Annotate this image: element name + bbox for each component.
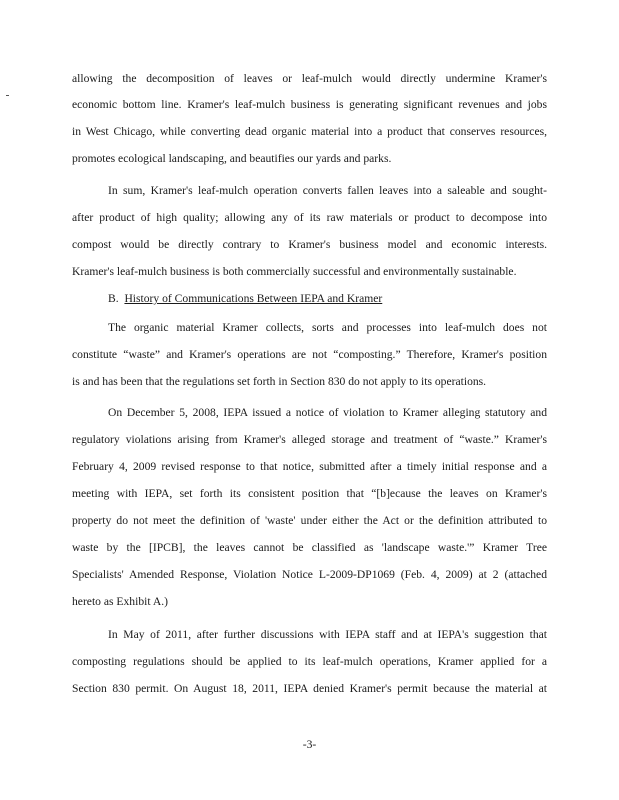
body-line: The organic material Kramer collects, sorts and processes into leaf-mulch does not: [108, 321, 547, 334]
body-line: is and has been that the regulations set forth in Section 830 do not apply to its operations.: [72, 375, 487, 388]
body-line: composting regulations should be applied to its leaf-mulch operations, Kramer applied for a: [72, 655, 547, 668]
body-line: Specialists' Amended Response, Violation Notice L-2009-DP1069 (Feb. 4, 2009) at 2 (attached: [72, 568, 547, 581]
body-line: On December 5, 2008, IEPA issued a notice of violation to Kramer alleging statutory and: [108, 406, 547, 419]
body-line: waste by the [IPCB], the leaves cannot be classified as 'landscape waste.'” Kramer Tree: [72, 541, 547, 554]
body-line: in West Chicago, while converting dead organic material into a product that conserves resources,: [72, 125, 547, 138]
body-line: hereto as Exhibit A.): [72, 595, 168, 608]
body-line: regulatory violations arising from Kramer's alleged storage and treatment of “waste.” Kramer's: [72, 433, 547, 446]
body-line: property do not meet the definition of 'waste' under either the Act or the definition attributed to: [72, 514, 547, 527]
body-line: meeting with IEPA, set forth its consistent position that “[b]ecause the leaves on Kramer's: [72, 487, 547, 500]
body-line: In May of 2011, after further discussions with IEPA staff and at IEPA's suggestion that: [108, 628, 547, 641]
body-line: February 4, 2009 revised response to that notice, submitted after a timely initial response and a: [72, 460, 547, 473]
section-heading-text: History of Communications Between IEPA and Kramer: [124, 292, 383, 305]
body-line: after product of high quality; allowing any of its raw materials or product to decompose into: [72, 211, 547, 224]
body-line: allowing the decomposition of leaves or leaf-mulch would directly undermine Kramer's: [72, 72, 547, 85]
body-line: compost would be directly contrary to Kramer's business model and economic interests.: [72, 238, 547, 251]
page-number: -3-: [302, 738, 317, 751]
body-line: Kramer's leaf-mulch business is both commercially successful and environmentally sustainable.: [72, 265, 517, 278]
body-line: In sum, Kramer's leaf-mulch operation converts fallen leaves into a saleable and sought-: [108, 184, 547, 197]
margin-mark: [6, 95, 9, 96]
body-line: constitute “waste” and Kramer's operations are not “composting.” Therefore, Kramer's position: [72, 348, 547, 361]
section-heading-label: B.: [108, 292, 119, 305]
body-line: Section 830 permit. On August 18, 2011, IEPA denied Kramer's permit because the material at: [72, 682, 547, 695]
section-heading: [108, 292, 583, 306]
body-line: economic bottom line. Kramer's leaf-mulch business is generating significant revenues and jobs: [72, 98, 547, 111]
body-line: promotes ecological landscaping, and beautifies our yards and parks.: [72, 152, 392, 165]
